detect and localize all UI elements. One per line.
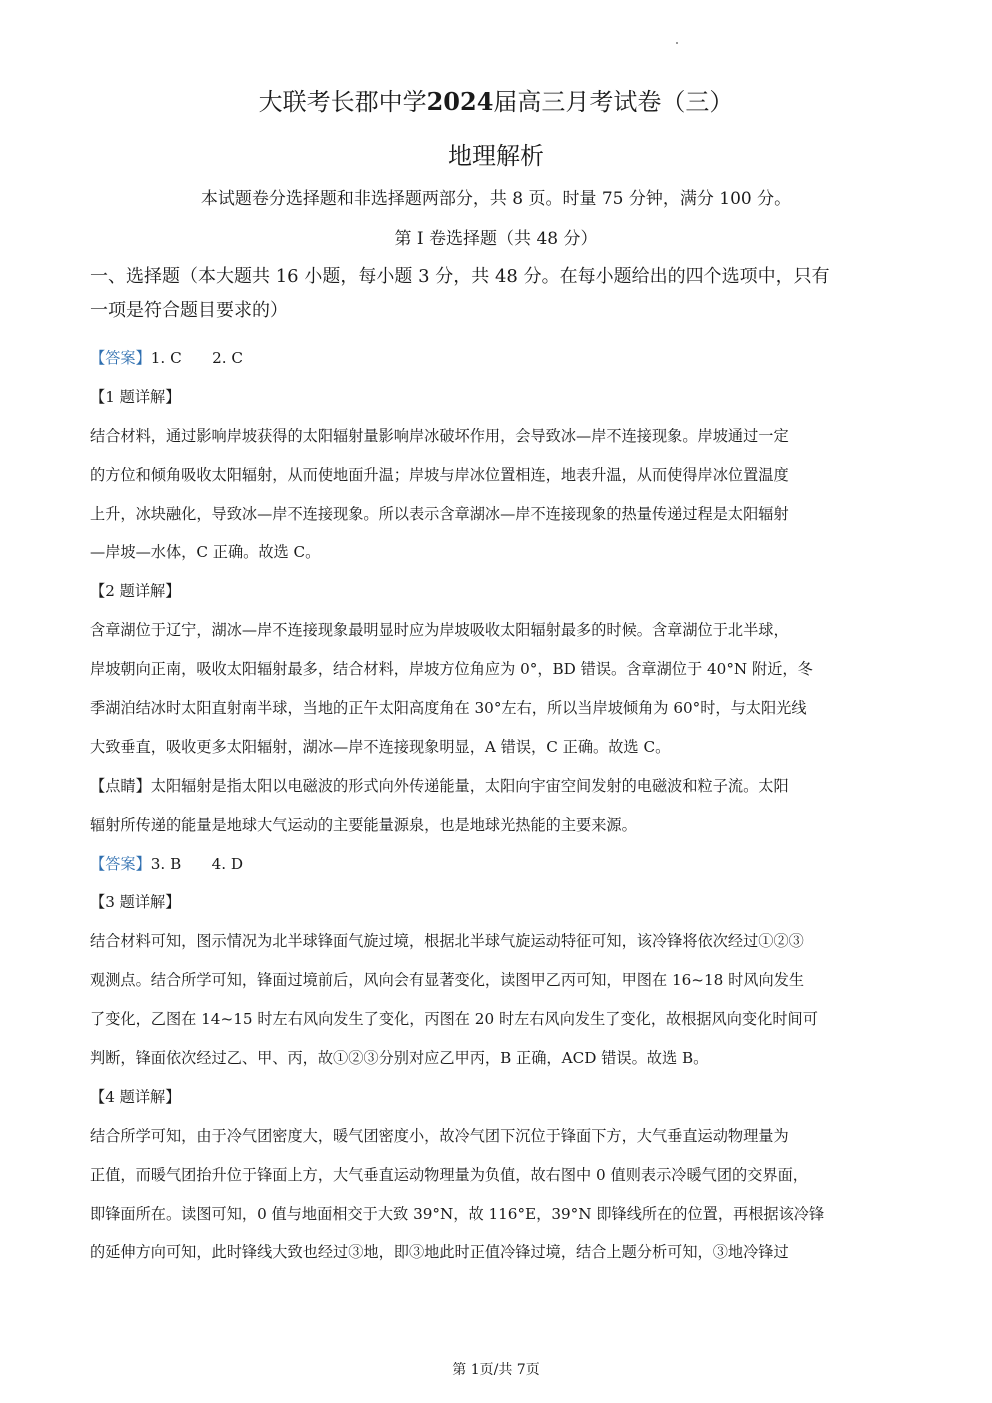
paragraph-line: 了变化，乙图在 14~15 时左右风向发生了变化，丙图在 20 时左右风向发生了变化，故根据风向变化时间可 — [90, 1010, 818, 1029]
exam-intro: 本试题卷分选择题和非选择题两部分，共 8 页。时量 75 分钟，满分 100 分。 — [200, 189, 792, 209]
stray-dot — [676, 42, 678, 44]
question-heading: 【1 题详解】 — [90, 387, 181, 406]
answer-text: 3. B 4. D — [150, 854, 244, 873]
paragraph-line: 结合材料，通过影响岸坡获得的太阳辐射量影响岸冰破坏作用，会导致冰—岸不连接现象。岸坡通过一定 — [90, 426, 789, 445]
paragraph-line: 结合所学可知，由于冷气团密度大，暖气团密度小，故冷气团下沉位于锋面下方，大气垂直运动物理量为 — [90, 1126, 789, 1145]
answer-text: 1. C 2. C — [150, 349, 244, 367]
paragraph-line: —岸坡—水体，C 正确。故选 C。 — [90, 543, 321, 562]
paragraph-line: 的方位和倾角吸收太阳辐射，从而使地面升温；岸坡与岸冰位置相连，地表升温，从而使得岸冰位置温度 — [90, 465, 789, 484]
tip-line: 辐射所传递的能量是地球大气运动的主要能量源泉，也是地球光热能的主要来源。 — [90, 815, 637, 834]
paragraph-line: 季湖泊结冰时太阳直射南半球，当地的正午太阳高度角在 30°左右，所以当岸坡倾角为 60°时，与太阳光线 — [90, 699, 807, 718]
title-pre: 大联考长郡中学 — [258, 88, 427, 116]
question-heading: 【3 题详解】 — [90, 893, 181, 912]
page-footer: 第 1页/共 7页 — [452, 1362, 540, 1378]
question-heading: 【2 题详解】 — [90, 582, 181, 601]
answer-body — [90, 339, 902, 1272]
paragraph-line: 判断，锋面依次经过乙、甲、丙，故①②③分别对应乙甲丙，B 正确，ACD 错误。故选 B。 — [90, 1049, 709, 1068]
paragraph-line: 正值，而暖气团抬升位于锋面上方，大气垂直运动物理量为负值，故右图中 0 值则表示冷暖气团的交界面， — [90, 1165, 808, 1184]
paragraph-line: 大致垂直，吸收更多太阳辐射，湖冰—岸不连接现象明显，A 错误，C 正确。故选 C。 — [90, 737, 671, 756]
section-heading — [90, 260, 910, 328]
section-line: 一项是符合题目要求的） — [90, 300, 288, 321]
part-heading: 第 I 卷选择题（共 48 分） — [394, 229, 598, 249]
tip-line: 【点睛】太阳辐射是指太阳以电磁波的形式向外传递能量，太阳向宇宙空间发射的电磁波和粒子流。太阳 — [90, 776, 789, 795]
question-heading: 【4 题详解】 — [90, 1087, 181, 1106]
answer-line — [90, 845, 902, 884]
title-post: 届高三月考试卷（三） — [493, 88, 734, 116]
page-subtitle: 地理解析 — [448, 142, 544, 170]
paragraph-line: 含章湖位于辽宁，湖冰—岸不连接现象最明显时应为岸坡吸收太阳辐射最多的时候。含章湖位于北半球， — [90, 621, 789, 640]
paragraph-line: 结合材料可知，图示情况为北半球锋面气旋过境，根据北半球气旋运动特征可知，该冷锋将依次经过①②③ — [90, 932, 804, 951]
paragraph-line: 观测点。结合所学可知，锋面过境前后，风向会有显著变化，读图甲乙丙可知，甲图在 16~18 时风向发生 — [90, 971, 805, 990]
paragraph-line: 即锋面所在。读图可知，0 值与地面相交于大致 39°N，故 116°E，39°N 即锋线所在的位置，再根据该冷锋 — [90, 1204, 825, 1223]
title-year: 2024 — [426, 87, 494, 116]
paragraph-line: 上升，冰块融化，导致冰—岸不连接现象。所以表示含章湖冰—岸不连接现象的热量传递过程是太阳辐射 — [90, 504, 789, 523]
paragraph-line: 的延伸方向可知，此时锋线大致也经过③地，即③地此时正值冷锋过境，结合上题分析可知，③地冷锋过 — [90, 1243, 789, 1262]
section-line: 一、选择题（本大题共 16 小题，每小题 3 分，共 48 分。在每小题给出的四个选项中，只有 — [90, 266, 830, 287]
answer-tag: 【答案】 — [90, 349, 151, 367]
answer-tag: 【答案】 — [90, 854, 151, 873]
page-title — [0, 86, 992, 118]
answer-line — [90, 339, 902, 378]
paragraph-line: 岸坡朝向正南，吸收太阳辐射最多，结合材料，岸坡方位角应为 0°，BD 错误。含章湖位于 40°N 附近，冬 — [90, 660, 813, 679]
